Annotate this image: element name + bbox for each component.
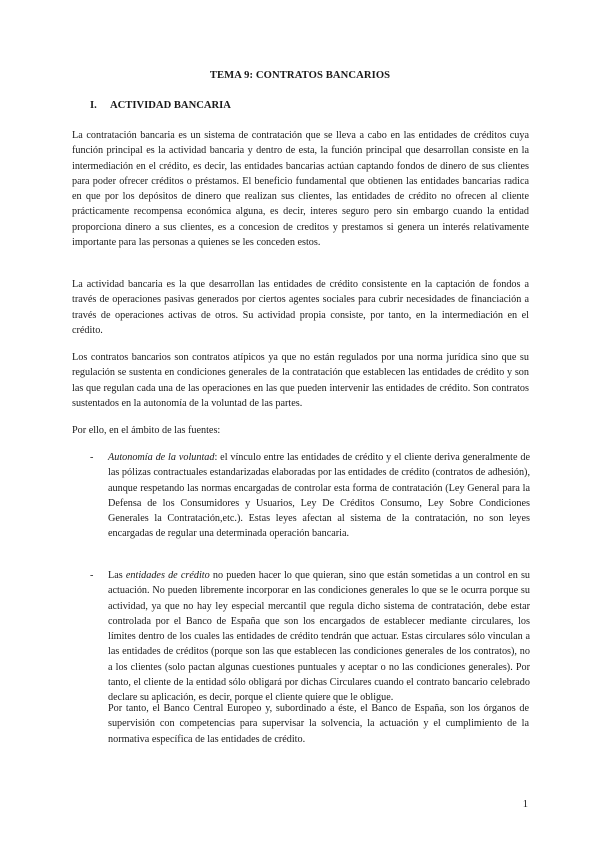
bullet-text: [108, 568, 530, 706]
paragraph-organos-supervision: Por tanto, el Banco Central Europeo y, subordinado a éste, el Banco de España, son los órganos de supervisión con competencias para supervisar la solvencia, la actuación y el cumplimiento de la normativa específica de las entidades de crédito.: [108, 703, 529, 745]
bullet-autonomia-voluntad: [90, 450, 530, 542]
paragraph-actividad-bancaria: La actividad bancaria es la que desarrollan las entidades de crédito consistente en la captación de fondos a través de operaciones pasivas generados por ciertos agentes sociales para cubrir necesidades de financiación a través de operaciones activas de otros. Su actividad propia consiste, por tanto, en la intermediación en el crédito.: [72, 279, 529, 336]
section-heading: [90, 98, 231, 113]
paragraph-contratos-atipicos: Los contratos bancarios son contratos atípicos ya que no están regulados por una norma jurídica sino que su regulación se sustenta en condiciones generales de la contratación que establecen las entidades de crédito y son las que regulan cada una de las operaciones en las que pueden intervenir las entidades de crédito. Son contratos sustentados en la autonomía de la voluntad de las partes.: [72, 352, 529, 409]
bullet-lead: entidades de crédito: [125, 570, 210, 581]
bullet-dash: -: [90, 570, 94, 581]
paragraph-ambito-fuentes: Por ello, en el ámbito de las fuentes:: [72, 425, 221, 436]
bullet-text: [108, 450, 530, 542]
bullet-body: : el vínculo entre las entidades de crédito y el cliente deriva generalmente de las pólizas contractuales estandarizadas elaboradas por las entidades de crédito (contratos de adhesión), aunque respetando las normas encargadas de controlar esta forma de contratación (Ley General para la Defensa de los Consumidores y Usuarios, Ley De Créditos Consumo, Ley Sobre Condiciones Generales la Contratación,etc.). Estas leyes afectan al sistema de la contratación, no son leyes encargadas de regular una determinada operación bancaria.: [108, 452, 530, 540]
paragraph-contratacion-bancaria: La contratación bancaria es un sistema de contratación que se lleva a cabo en las entidades de créditos cuya función principal es la actividad bancaria y dentro de esta, la función principal que desarrollan consiste en la intermediación en el crédito, es decir, las entidades bancarias actúan captando fondos de dinero de sus clientes para poder ofrecer créditos o préstamos. El beneficio fundamental que obtienen las entidades bancarias radica en que por los depósitos de dinero que realizan sus clientes, las entidades de crédito no ofrecen al cliente prácticamente recompensa económica alguna, es decir, interes seguro pero sin embargo cuando la entidad proporciona dinero a sus clientes, es a concesion de creditos y prestamos si genera un interés relativamente importante para las personas a quienes se les conceden estos.: [72, 130, 529, 249]
bullet-prefix: Las: [108, 570, 126, 581]
bullet-body: no pueden hacer lo que quieran, sino que están sometidas a un control en su actuación. No pueden libremente incorporar en las condiciones generales lo que se le ocurra porque su actividad, ya que no hay ley especial mercantil que regula dicho sistema de contratación, debe estar controlada por el Banco de España que son los encargados de establecer mediante circulares, los límites dentro de los cuales las entidades de crédito tendrán que actuar. Estas circulares sólo vinculan a las entidades de créditos (porque son las que establecen las condiciones generales de los contratos), no a los clientes (solo pactan algunas cuestiones puntuales y aceptar o no las condiciones generales). Por tanto, el cliente de la entidad sólo obligará por dichas Circulares cuando el contrato bancario celebrado declare su aplicación, es decir, porque el cliente quiere que le obligue.: [108, 570, 531, 704]
page-number: 1: [522, 799, 528, 810]
section-title: ACTIVIDAD BANCARIA: [110, 100, 231, 111]
section-number: I.: [90, 100, 97, 111]
bullet-lead: Autonomía de la voluntad: [108, 452, 215, 463]
document-title: TEMA 9: CONTRATOS BANCARIOS: [209, 70, 391, 81]
bullet-dash: -: [90, 452, 94, 463]
bullet-entidades-credito: [90, 568, 530, 706]
